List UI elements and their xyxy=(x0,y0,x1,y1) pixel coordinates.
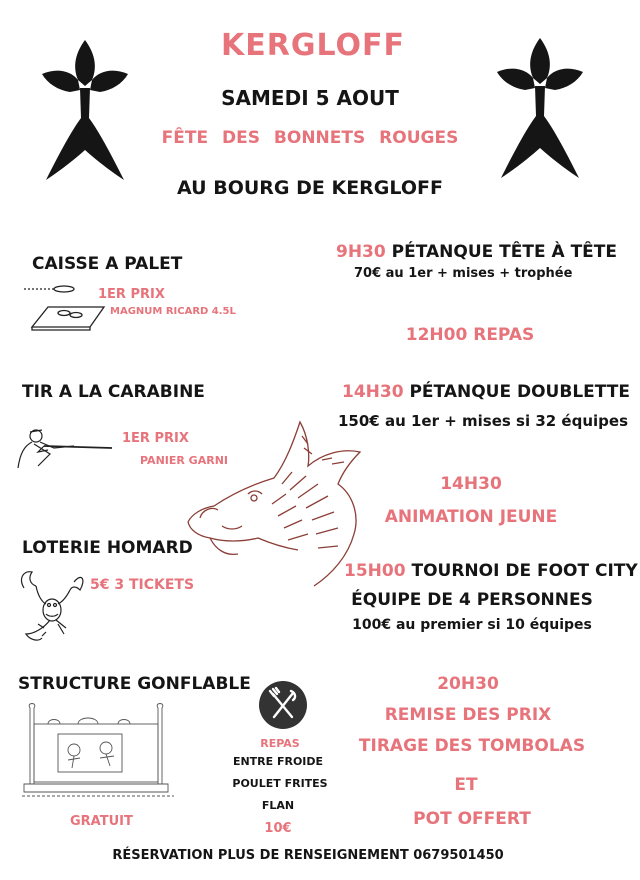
homard-price: 5€ 3 TICKETS xyxy=(90,577,195,593)
petanque2-detail: 150€ au 1er + mises si 32 équipes xyxy=(338,412,628,430)
petanque1-line xyxy=(336,242,617,262)
meal-item: FLAN xyxy=(261,799,295,812)
palet-board-icon xyxy=(20,283,110,333)
evening-pot: POT OFFERT xyxy=(413,809,531,829)
evening-and: ET xyxy=(454,775,478,795)
foot-time: 15H00 xyxy=(344,561,406,581)
petanque1-time: 9H30 xyxy=(336,242,386,262)
meal-item: POULET FRITES xyxy=(232,777,328,790)
repas-label: 12H00 REPAS xyxy=(405,325,535,345)
ermine-icon xyxy=(40,40,130,190)
event-location: AU BOURG DE KERGLOFF xyxy=(177,177,443,199)
petanque2-time: 14H30 xyxy=(342,382,404,402)
foot-team: ÉQUIPE DE 4 PERSONNES xyxy=(351,590,593,610)
petanque2-line xyxy=(342,382,630,402)
event-date: SAMEDI 5 AOUT xyxy=(221,86,399,110)
evening-time: 20H30 xyxy=(437,674,499,694)
carabine-title: TIR A LA CARABINE xyxy=(22,382,205,402)
evening-tombola: TIRAGE DES TOMBOLAS xyxy=(358,736,586,756)
meal-title: REPAS xyxy=(260,737,300,750)
meal-item: ENTRE FROIDE xyxy=(232,755,324,768)
carabine-prize-detail: PANIER GARNI xyxy=(140,454,228,467)
footer-contact: RÉSERVATION PLUS DE RENSEIGNEMENT 0679501450 xyxy=(112,848,504,863)
lobster-icon xyxy=(16,568,88,648)
petanque2-title: PÉTANQUE DOUBLETTE xyxy=(409,382,630,402)
foot-line xyxy=(344,561,638,581)
carabine-prize: 1ER PRIX xyxy=(122,431,189,446)
animation-title: ANIMATION JEUNE xyxy=(384,507,558,527)
bouncy-castle-icon xyxy=(18,700,178,804)
gonflable-title: STRUCTURE GONFLABLE xyxy=(18,674,251,694)
animation-time: 14H30 xyxy=(440,474,502,494)
fork-knife-icon xyxy=(258,680,308,730)
evening-prizes: REMISE DES PRIX xyxy=(384,705,552,725)
palet-prize: 1ER PRIX xyxy=(98,287,165,302)
foot-title: TOURNOI DE FOOT CITY xyxy=(411,561,638,581)
homard-title: LOTERIE HOMARD xyxy=(22,538,193,558)
gonflable-price: GRATUIT xyxy=(70,814,133,829)
ermine-icon xyxy=(495,38,585,188)
event-name: FÊTE DES BONNETS ROUGES xyxy=(161,128,459,148)
palet-prize-detail: MAGNUM RICARD 4.5L xyxy=(110,306,236,317)
meal-price: 10€ xyxy=(264,821,292,836)
petanque1-title: PÉTANQUE TÊTE À TÊTE xyxy=(391,242,617,262)
petanque1-detail: 70€ au 1er + mises + trophée xyxy=(354,266,573,281)
page-title: KERGLOFF xyxy=(220,28,406,63)
rifle-shooter-icon xyxy=(14,426,114,470)
palet-title: CAISSE A PALET xyxy=(32,254,183,274)
foot-prize: 100€ au premier si 10 équipes xyxy=(352,617,592,633)
